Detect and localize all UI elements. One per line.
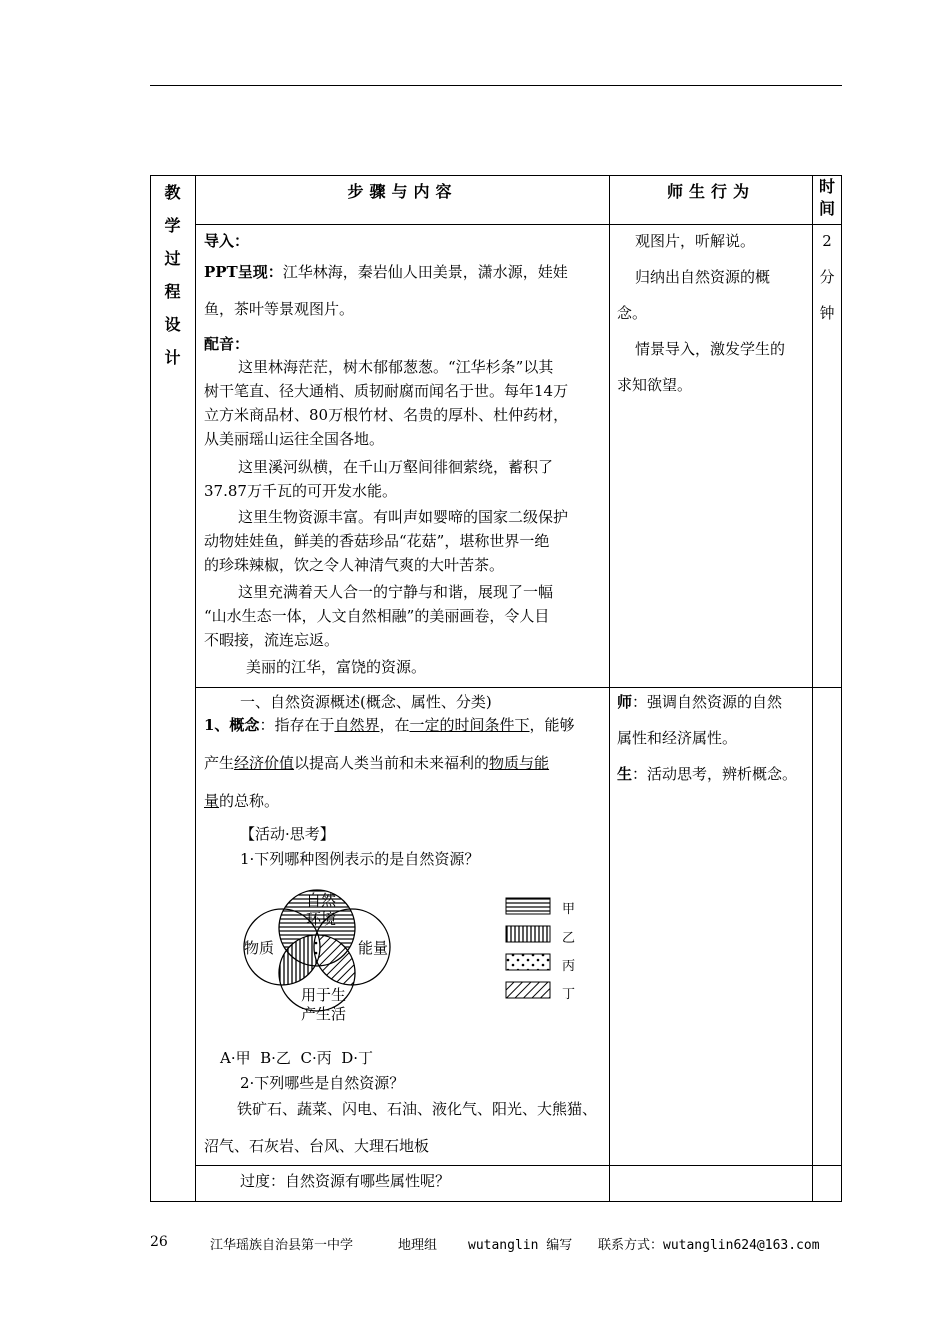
legend-jia: 甲 <box>562 902 576 917</box>
question-1: 1·下列哪种图例表示的是自然资源？ <box>240 850 480 868</box>
venn-label-left: 物质 <box>244 939 275 957</box>
teacher-student-header: 师生行为 <box>666 182 755 201</box>
transition-question: 过度：自然资源有哪些属性呢？ <box>240 1172 451 1190</box>
concept-line-3: 量的总称。 <box>204 792 280 810</box>
row2-teacher-actions: 师：强调自然资源的自然 属性和经济属性。 生：活动思考，辨析概念。 <box>617 693 798 783</box>
venn-label-bottom-2: 产生活 <box>301 1005 347 1023</box>
header-rule <box>150 85 842 86</box>
header-row-border <box>195 224 842 225</box>
question-2: 2·下列哪些是自然资源？ <box>240 1074 405 1092</box>
table-bottom-border <box>150 1201 842 1202</box>
row1-teacher-actions: 观图片，听解说。 归纳出自然资源的概 念。 情景导入，激发学生的 求知欲望。 <box>617 232 786 394</box>
col2-border <box>609 175 610 1201</box>
venn-label-bottom-1: 用于生 <box>301 986 347 1004</box>
closing-sentence: 美丽的江华，富饶的资源。 <box>246 658 427 676</box>
table-top-border <box>150 175 842 176</box>
activity-title: 【活动·思考】 <box>240 825 335 843</box>
footer-group: 地理组 <box>398 1238 438 1253</box>
venn-label-top-2: 环境 <box>306 910 337 928</box>
col3-border <box>812 175 813 1201</box>
concept-line-1: 1、概念：指存在于自然界，在一定的时间条件下，能够 <box>204 716 575 734</box>
paragraph-harmony: 这里充满着天人合一的宁静与和谐，展现了一幅 “山水生态一体，人文自然相融”的美丽画卷，令人目 不暇接，流连忘返。 <box>204 583 554 649</box>
row1-time: 2 分 钟 <box>819 232 835 322</box>
question-2-items-1: 铁矿石、蔬菜、闪电、石油、液化气、阳光、大熊猫、 <box>237 1100 598 1118</box>
concept-line-2: 产生经济价值以提高人类当前和未来福利的物质与能 <box>204 754 550 772</box>
footer-contact: 联系方式：wutanglin624@163.com <box>598 1238 820 1253</box>
legend-yi: 乙 <box>562 931 576 946</box>
row1-border <box>195 687 842 688</box>
intro-label: 导入： <box>204 232 250 250</box>
section-title: 一、自然资源概述(概念、属性、分类) <box>240 693 492 711</box>
footer-school: 江华瑶族自治县第一中学 <box>210 1238 354 1253</box>
page-number: 26 <box>150 1234 168 1250</box>
time-header: 时 间 <box>818 177 835 218</box>
question-2-items-2: 沼气、石灰岩、台风、大理石地板 <box>204 1137 430 1155</box>
process-design-label: 教 学 过 程 设 计 <box>164 183 181 367</box>
footer-author: wutanglin 编写 <box>468 1238 573 1253</box>
legend-ding: 丁 <box>562 987 576 1002</box>
paragraph-water: 这里溪河纵横，在千山万壑间徘徊萦绕，蓄积了 37.87万千瓦的可开发水能。 <box>204 458 554 500</box>
paragraph-forest: 这里林海茫茫，树木郁郁葱葱。“江华杉条”以其 树干笔直、径大通梢、质韧耐腐而闻名于世。每年14万 立方米商品材、80万根竹材、名贵的厚朴、杜仲药材， 从美丽瑶山运往全国各地。 <box>204 358 569 448</box>
paragraph-biology: 这里生物资源丰富。有叫声如婴啼的国家二级保护 动物娃娃鱼，鲜美的香菇珍品“花菇”，堪称世界一绝 的珍珠辣椒，饮之令人神清气爽的大叶苦茶。 <box>204 508 569 574</box>
col1-border <box>195 175 196 1201</box>
legend-swatches <box>505 897 553 1001</box>
venn-label-top-1: 自然 <box>306 891 337 909</box>
venn-label-right: 能量 <box>358 939 389 957</box>
question-1-options: A·甲 B·乙 C·丙 D·丁 <box>220 1049 374 1067</box>
legend-bing: 丙 <box>562 959 576 974</box>
row2-border <box>195 1165 842 1166</box>
ppt-line-2: 鱼，茶叶等景观图片。 <box>204 300 355 318</box>
table-right-border <box>841 175 842 1201</box>
steps-content-header: 步骤与内容 <box>347 182 458 201</box>
ppt-line-1: PPT呈现：江华林海，秦岩仙人田美景，潇水源，娃娃 <box>204 263 568 281</box>
voice-label: 配音： <box>204 335 250 353</box>
